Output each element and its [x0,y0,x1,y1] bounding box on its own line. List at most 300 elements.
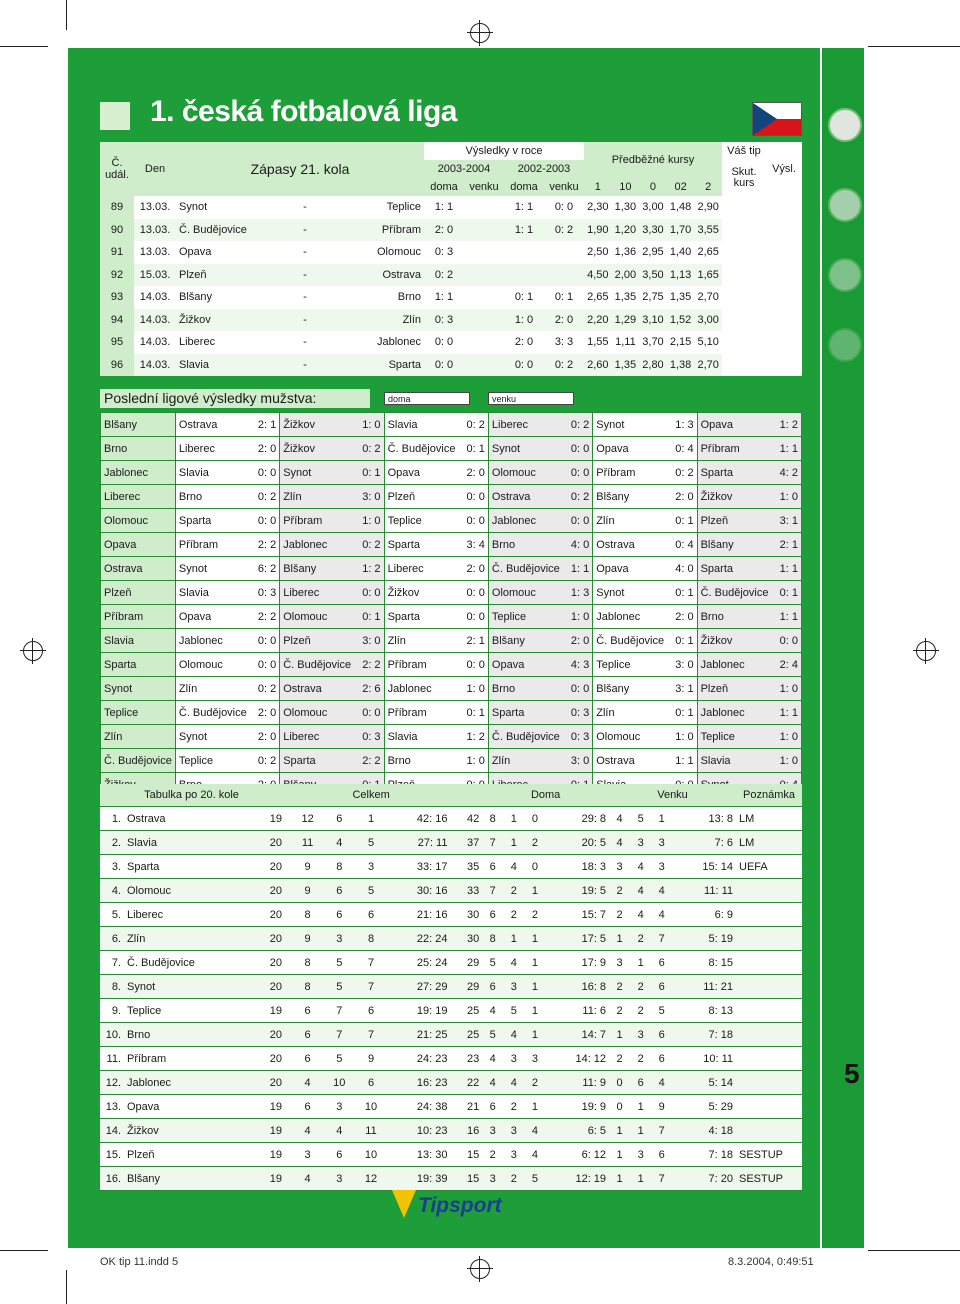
col-header-matches: Zápasy 21. kola [176,142,424,196]
fixture-number: 96 [100,354,134,377]
match-score: 2: 0 [667,605,697,629]
overall-stat: 19: 39 [387,1167,451,1191]
crop-mark [66,0,67,30]
opponent-name: Příbram [384,701,458,725]
fixture-row [100,219,802,242]
standing-position: 14. [100,1119,124,1143]
standing-note [736,879,802,903]
overall-stat: 6 [292,1023,324,1047]
fixture-row [100,354,802,377]
overall-stat: 19 [260,999,292,1023]
match-score: 2: 2 [250,605,280,629]
away-stat: 7: 20 [672,1167,736,1191]
match-score: 2: 0 [667,485,697,509]
overall-stat: 16: 23 [387,1071,451,1095]
overall-stat: 30 [450,903,482,927]
overall-stat: 11 [355,1119,387,1143]
away-stat: 3 [630,1023,651,1047]
fixture-separator: - [292,241,318,264]
overall-stat: 22 [450,1071,482,1095]
standing-note: SESTUP [736,1143,802,1167]
home-stat: 5 [482,951,503,975]
match-score: 0: 2 [250,485,280,509]
fixture-result-2002-03-home: 2: 0 [504,331,544,354]
opponent-name: Synot [593,413,667,437]
match-score: 0: 4 [667,533,697,557]
col-header-number: Č. udál. [100,142,134,196]
fixture-result-2003-04: 2: 0 [424,219,464,242]
overall-stat: 12 [292,807,324,831]
opponent-name: Ostrava [593,749,667,773]
fixture-your-tip [722,354,766,377]
overall-stat: 3 [292,1143,324,1167]
away-stat: 13: 8 [672,807,736,831]
opponent-name: Synot [280,461,354,485]
fixture-result-2002-03-away [544,241,584,264]
fixture-result [766,219,802,242]
match-score: 0: 0 [250,629,280,653]
opponent-name: Blšany [488,629,562,653]
standings-row [100,975,802,999]
away-stat: 2 [630,1047,651,1071]
match-score: 0: 1 [458,437,488,461]
home-stat: 3 [503,1143,524,1167]
opponent-name: Plzeň [697,509,771,533]
fixture-away-team: Sparta [318,354,424,377]
overall-stat: 23 [450,1047,482,1071]
home-stat: 5 [482,1023,503,1047]
team-results-row [101,605,802,629]
fixture-result [766,309,802,332]
home-stat: 4 [503,855,524,879]
match-score: 0: 0 [250,653,280,677]
home-stat: 2 [524,903,545,927]
opponent-name: Synot [175,557,249,581]
overall-stat: 19 [260,1119,292,1143]
home-stat: 6 [482,855,503,879]
home-stat: 15: 7 [545,903,609,927]
team-name: Teplice [101,701,176,725]
col-header-away: venku [464,178,504,196]
opponent-name: Opava [488,653,562,677]
standings-row [100,1047,802,1071]
standing-position: 13. [100,1095,124,1119]
fixture-odds-k10: 1,29 [612,309,640,332]
away-stat: 5: 14 [672,1071,736,1095]
match-score: 0: 1 [354,605,384,629]
overall-stat: 5 [323,1047,355,1071]
match-score: 3: 0 [354,485,384,509]
team-results-row [101,581,802,605]
opponent-name: Opava [593,557,667,581]
overall-stat: 19 [260,807,292,831]
opponent-name: Plzeň [280,629,354,653]
overall-stat: 30 [450,927,482,951]
fixture-home-team: Č. Budějovice [176,219,292,242]
last-results-title: Poslední ligové výsledky mužstva: [100,389,370,408]
fixture-row [100,264,802,287]
fixture-odds-k10: 2,00 [612,264,640,287]
home-stat: 8 [482,927,503,951]
fixture-odds-k2: 2,65 [694,241,722,264]
overall-stat: 5 [355,831,387,855]
away-stat: 4 [651,903,672,927]
opponent-name: Zlín [384,629,458,653]
fixture-odds-k1: 1,90 [584,219,612,242]
away-stat: 11: 21 [672,975,736,999]
standings-row [100,951,802,975]
fixture-odds-k0: 2,95 [639,241,667,264]
fixture-result-2003-04: 0: 0 [424,354,464,377]
czech-flag-icon [752,102,802,136]
overall-stat: 15 [450,1167,482,1191]
standing-team: Teplice [124,999,260,1023]
overall-stat: 42 [450,807,482,831]
overall-stat: 6 [355,903,387,927]
away-stat: 2 [609,879,630,903]
standing-position: 7. [100,951,124,975]
opponent-name: Blšany [593,677,667,701]
match-score: 1: 0 [354,509,384,533]
overall-stat: 7 [355,975,387,999]
overall-stat: 29 [450,951,482,975]
tipsport-logo [392,1190,512,1222]
team-results-row [101,461,802,485]
home-stat: 3 [503,1047,524,1071]
standing-position: 5. [100,903,124,927]
col-header-home: doma [504,178,544,196]
standing-team: Sparta [124,855,260,879]
away-stat: 2 [630,999,651,1023]
overall-stat: 6 [292,1095,324,1119]
away-stat: 6 [651,951,672,975]
match-score: 3: 1 [667,677,697,701]
overall-stat: 3 [323,1167,355,1191]
team-name: Příbram [101,605,176,629]
fixture-your-tip [722,286,766,309]
registration-mark-right [913,638,939,664]
match-score: 2: 2 [354,653,384,677]
overall-stat: 20 [260,831,292,855]
overall-stat: 20 [260,1047,292,1071]
opponent-name: Teplice [384,509,458,533]
away-stat: 1 [630,951,651,975]
fixture-odds-k0: 3,00 [639,196,667,219]
away-stat: 6: 9 [672,903,736,927]
col-header-home-stats: Doma [482,784,609,807]
home-stat: 20: 5 [545,831,609,855]
match-score: 2: 0 [563,629,593,653]
fixture-result-2002-03-home: 1: 1 [504,219,544,242]
home-stat: 1 [503,807,524,831]
opponent-name: Jablonec [593,605,667,629]
opponent-name: Žižkov [697,629,771,653]
opponent-name: Zlín [593,701,667,725]
standings-row [100,831,802,855]
opponent-name: Teplice [697,725,771,749]
standing-position: 16. [100,1167,124,1191]
overall-stat: 8 [355,927,387,951]
away-stat: 1 [609,1023,630,1047]
team-name: Č. Budějovice [101,749,176,773]
home-stat: 4 [524,1143,545,1167]
fixture-odds-k10: 1,30 [612,196,640,219]
opponent-name: Sparta [697,461,771,485]
opponent-name: Opava [175,605,249,629]
opponent-name: Sparta [697,557,771,581]
opponent-name: Sparta [488,701,562,725]
fixture-result-2003-04-away [464,331,504,354]
home-stat: 4 [503,1023,524,1047]
away-stat: 3 [609,855,630,879]
standings-row [100,1023,802,1047]
fixture-result-2003-04-away [464,286,504,309]
match-score: 0: 0 [563,437,593,461]
team-name: Olomouc [101,509,176,533]
fixture-your-tip [722,264,766,287]
overall-stat: 21 [450,1095,482,1119]
col-header-away-stats: Venku [609,784,736,807]
overall-stat: 6 [323,879,355,903]
fixture-home-team: Blšany [176,286,292,309]
home-stat: 11: 9 [545,1071,609,1095]
registration-mark-left [20,638,46,664]
match-score: 1: 2 [771,413,801,437]
match-score: 2: 1 [458,629,488,653]
fixture-odds-k1: 2,30 [584,196,612,219]
fixture-odds-k2: 1,65 [694,264,722,287]
overall-stat: 22: 24 [387,927,451,951]
opponent-name: Liberec [280,581,354,605]
fixture-odds-k1: 1,55 [584,331,612,354]
legend-away: venku [488,392,574,405]
overall-stat: 24: 23 [387,1047,451,1071]
fixture-odds-k0: 3,10 [639,309,667,332]
opponent-name: Č. Budějovice [280,653,354,677]
fixture-day: 14.03. [134,331,176,354]
football-icon [828,328,862,362]
opponent-name: Brno [697,605,771,629]
opponent-name: Č. Budějovice [384,437,458,461]
home-stat: 3 [503,1119,524,1143]
standing-position: 3. [100,855,124,879]
opponent-name: Blšany [280,557,354,581]
standing-team: Žižkov [124,1119,260,1143]
overall-stat: 6 [323,807,355,831]
fixture-odds-k02: 1,48 [667,196,695,219]
opponent-name: Žižkov [384,581,458,605]
overall-stat: 20 [260,1023,292,1047]
match-score: 0: 1 [667,701,697,725]
opponent-name: Brno [488,533,562,557]
overall-stat: 19 [260,1143,292,1167]
standing-team: Brno [124,1023,260,1047]
match-score: 1: 2 [458,725,488,749]
match-score: 1: 0 [771,749,801,773]
fixture-row [100,331,802,354]
away-stat: 3 [609,951,630,975]
standing-note [736,927,802,951]
fixture-odds-k10: 1,20 [612,219,640,242]
match-score: 1: 0 [563,605,593,629]
away-stat: 6 [651,975,672,999]
home-stat: 1 [524,975,545,999]
match-score: 0: 3 [563,725,593,749]
standing-team: Olomouc [124,879,260,903]
overall-stat: 20 [260,855,292,879]
fixture-odds-k2: 2,90 [694,196,722,219]
standing-team: Č. Budějovice [124,951,260,975]
col-header-actual-odds: Skut. kurs [722,160,766,196]
overall-stat: 6 [292,1047,324,1071]
overall-stat: 25 [450,999,482,1023]
opponent-name: Ostrava [280,677,354,701]
fixtures-table [100,142,802,376]
overall-stat: 25 [450,1023,482,1047]
standings-row [100,1119,802,1143]
fixture-odds-k02: 1,40 [667,241,695,264]
fixture-odds-k0: 3,50 [639,264,667,287]
standing-team: Slavia [124,831,260,855]
fixture-result-2002-03-away: 0: 0 [544,196,584,219]
overall-stat: 6 [292,999,324,1023]
opponent-name: Sparta [384,533,458,557]
opponent-name: Jablonec [384,677,458,701]
fixture-odds-k10: 1,35 [612,354,640,377]
away-stat: 5: 19 [672,927,736,951]
col-header-odds-02: 02 [667,178,695,196]
home-stat: 7 [482,831,503,855]
opponent-name: Žižkov [280,413,354,437]
standing-note [736,903,802,927]
crop-mark [868,1250,960,1251]
col-header-result: Výsl. [766,142,802,196]
overall-stat: 9 [292,879,324,903]
fixture-result-2002-03-away [544,264,584,287]
overall-stat: 5 [355,879,387,903]
overall-stat: 7 [323,999,355,1023]
fixture-day: 14.03. [134,309,176,332]
overall-stat: 11 [292,831,324,855]
away-stat: 6 [651,1143,672,1167]
fixture-day: 13.03. [134,196,176,219]
standings-row [100,1167,802,1191]
standing-position: 15. [100,1143,124,1167]
opponent-name: Liberec [280,725,354,749]
overall-stat: 4 [323,831,355,855]
overall-stat: 16 [450,1119,482,1143]
fixture-number: 94 [100,309,134,332]
opponent-name: Slavia [384,413,458,437]
opponent-name: Liberec [175,437,249,461]
opponent-name: Jablonec [697,653,771,677]
team-results-row [101,437,802,461]
opponent-name: Brno [488,677,562,701]
match-score: 1: 0 [354,413,384,437]
fixture-result-2002-03-home [504,241,544,264]
legend-home: doma [384,392,470,405]
standing-team: Liberec [124,903,260,927]
match-score: 0: 0 [458,581,488,605]
standing-team: Zlín [124,927,260,951]
fixture-odds-k0: 3,70 [639,331,667,354]
home-stat: 5 [503,999,524,1023]
match-score: 0: 0 [458,509,488,533]
opponent-name: Sparta [280,749,354,773]
fixture-number: 93 [100,286,134,309]
match-score: 0: 1 [667,509,697,533]
away-stat: 3 [630,1143,651,1167]
fixture-home-team: Synot [176,196,292,219]
home-stat: 4 [482,1047,503,1071]
standing-team: Příbram [124,1047,260,1071]
fixture-result-2003-04: 0: 2 [424,264,464,287]
standing-team: Synot [124,975,260,999]
match-score: 4: 3 [563,653,593,677]
overall-stat: 25: 24 [387,951,451,975]
opponent-name: Č. Budějovice [593,629,667,653]
team-name: Slavia [101,629,176,653]
overall-stat: 37 [450,831,482,855]
match-score: 6: 2 [250,557,280,581]
away-stat: 5: 29 [672,1095,736,1119]
overall-stat: 19 [260,1095,292,1119]
football-icon [828,258,862,292]
match-score: 1: 0 [771,677,801,701]
overall-stat: 20 [260,903,292,927]
away-stat: 8: 15 [672,951,736,975]
overall-stat: 4 [292,1167,324,1191]
fixture-odds-k0: 2,80 [639,354,667,377]
away-stat: 2 [609,975,630,999]
match-score: 0: 2 [563,485,593,509]
match-score: 0: 0 [563,509,593,533]
opponent-name: Opava [697,413,771,437]
team-results-row [101,749,802,773]
home-stat: 3 [524,1047,545,1071]
fixture-result-2003-04: 1: 1 [424,286,464,309]
match-score: 1: 1 [771,701,801,725]
overall-stat: 6 [323,1143,355,1167]
away-stat: 7 [651,1119,672,1143]
opponent-name: Jablonec [697,701,771,725]
col-header-away: venku [544,178,584,196]
tipsport-logo-text: Tipsport [418,1194,502,1217]
home-stat: 2 [503,1095,524,1119]
away-stat: 1 [609,1167,630,1191]
fixture-your-tip [722,196,766,219]
away-stat: 1 [630,1119,651,1143]
home-stat: 3 [482,1167,503,1191]
home-stat: 1 [524,951,545,975]
fixture-number: 91 [100,241,134,264]
col-header-overall: Celkem [260,784,482,807]
overall-stat: 5 [323,951,355,975]
home-stat: 1 [524,1095,545,1119]
fixture-home-team: Opava [176,241,292,264]
fixture-home-team: Liberec [176,331,292,354]
home-stat: 14: 7 [545,1023,609,1047]
fixture-row [100,196,802,219]
match-score: 0: 2 [250,677,280,701]
fixture-away-team: Zlín [318,309,424,332]
opponent-name: Teplice [175,749,249,773]
fixture-result [766,354,802,377]
fixture-result-2002-03-away: 0: 2 [544,219,584,242]
match-score: 0: 1 [667,581,697,605]
match-score: 2: 1 [771,533,801,557]
opponent-name: Příbram [593,461,667,485]
